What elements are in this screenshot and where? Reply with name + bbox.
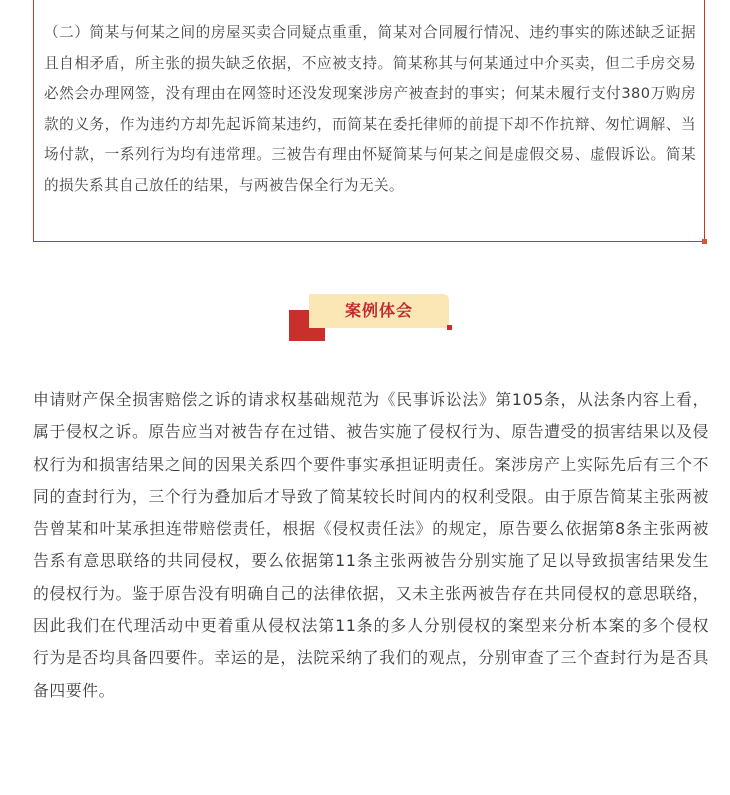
section-heading-label: 案例体会 — [344, 301, 413, 320]
section-heading — [289, 294, 459, 344]
heading-dot — [447, 325, 452, 330]
quote-paragraph: （二）简某与何某之间的房屋买卖合同疑点重重，简某对合同履行情况、违约事实的陈述缺乏证据且自相矛盾，所主张的损失缺乏依据，不应被支持。简某称其与何某通过中介买卖，但二手房交易必然会办理网签，没有理由在网签时还没发现案涉房产被查封的事实；何某未履行支付380万购房款的义务，作为违约方却先起诉简某违约，而简某在委托律师的前提下却不作抗辩、匆忙调解、当场付款，一系列行为均有违常理。三被告有理由怀疑简某与何某之间是虚假交易、虚假诉讼。简某的损失系其自己放任的结果，与两被告保全行为无关。 — [44, 24, 696, 194]
body-paragraph: 申请财产保全损害赔偿之诉的请求权基础规范为《民事诉讼法》第105条，从法条内容上看，属于侵权之诉。原告应当对被告存在过错、被告实施了侵权行为、原告遭受的损害结果以及侵权行为和损害结果之间的因果关系四个要件事实承担证明责任。案涉房产上实际先后有三个不同的查封行为，三个行为叠加后才导致了简某较长时间内的权利受限。由于原告简某主张两被告曾某和叶某承担连带赔偿责任，根据《侵权责任法》的规定，原告要么依据第8条主张两被告系有意思联络的共同侵权，要么依据第11条主张两被告分别实施了足以导致损害结果发生的侵权行为。鉴于原告没有明确自己的法律依据，又未主张两被告存在共同侵权的意思联络，因此我们在代理活动中更着重从侵权法第11条的多人分别侵权的案型来分析本案的多个侵权行为是否均具备四要件。幸运的是，法院采纳了我们的观点，分别审查了三个查封行为是否具备四要件。 — [33, 390, 709, 700]
